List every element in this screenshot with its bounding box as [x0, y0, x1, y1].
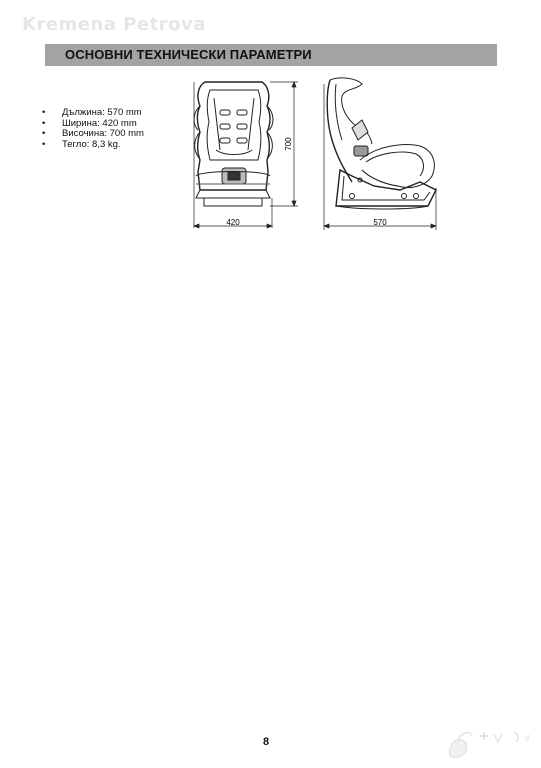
- watermark: Kremena Petrova: [22, 14, 206, 35]
- side-view-drawing: [327, 78, 436, 209]
- front-height-label: 700: [284, 137, 293, 151]
- front-width-label: 420: [226, 218, 240, 227]
- page-number: 8: [263, 736, 270, 748]
- spec-height: • Височина: 700 mm: [42, 129, 144, 140]
- spec-weight: • Тегло: 8,3 kg.: [42, 140, 144, 151]
- section-title: ОСНОВНИ ТЕХНИЧЕСКИ ПАРАМЕТРИ: [65, 47, 312, 62]
- spec-width: • Ширина: 420 mm: [42, 119, 144, 130]
- front-view-drawing: [194, 82, 273, 206]
- side-dimension-lines: [324, 84, 436, 230]
- side-length-label: 570: [373, 218, 387, 227]
- bazar-logo-icon: [444, 726, 536, 762]
- spec-length: • Дължина: 570 mm: [42, 108, 144, 119]
